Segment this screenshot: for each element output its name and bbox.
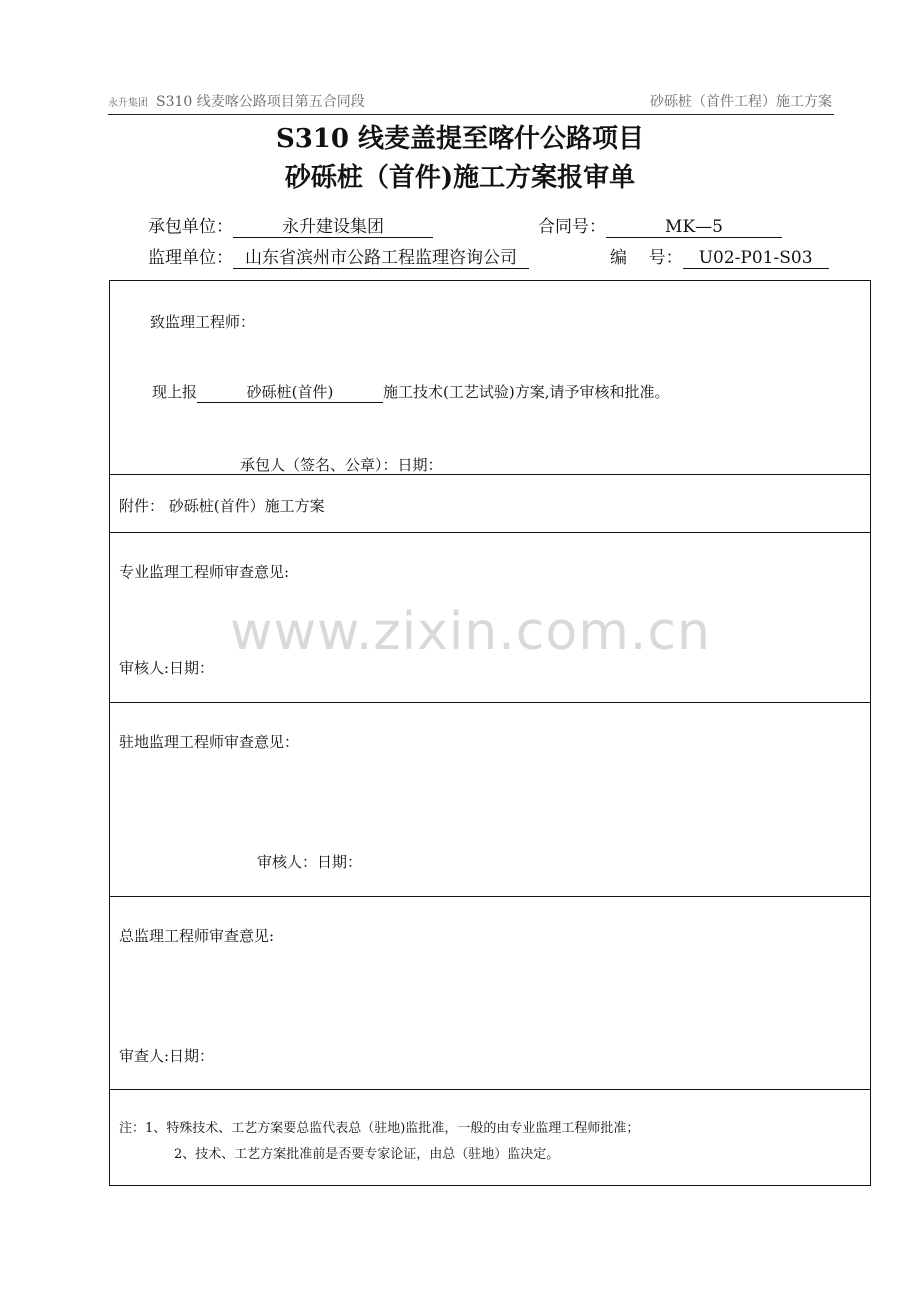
- notes-section: [110, 1089, 870, 1185]
- supervisor-label: 监理单位：: [148, 248, 233, 268]
- contractor-row: [148, 212, 433, 238]
- serial-row: [610, 243, 829, 269]
- page-header: [108, 92, 834, 115]
- resident-opinion: 驻地监理工程师审查意见：: [119, 733, 300, 751]
- header-left: [108, 91, 365, 111]
- chief-opinion: 总监理工程师审查意见:: [119, 927, 275, 945]
- report-prefix: 现上报: [152, 383, 198, 401]
- doc-title-line1: S310 线麦盖提至喀什公路项目: [275, 124, 645, 154]
- serial-value: U02-P01-S03: [683, 248, 829, 269]
- note-1: 注：1、特殊技术、工艺方案要总监代表总（驻地)监批准，一般的由专业监理工程师批准；: [119, 1121, 640, 1136]
- contractor-value: 永升建设集团: [233, 217, 433, 238]
- resident-sign: 审核人：日期：: [257, 853, 363, 871]
- note-2: 2、技术、工艺方案批准前是否要专家论证，由总（驻地）监决定。: [174, 1147, 560, 1162]
- contract-no-value: MK—5: [606, 217, 782, 238]
- watermark: www.zixin.com.cn: [230, 602, 711, 662]
- doc-title-line2: 砂砾桩（首件)施工方案报审单: [284, 163, 636, 193]
- prof-opinion: 专业监理工程师审查意见:: [119, 563, 290, 581]
- serial-label: 编 号：: [610, 248, 683, 268]
- resident-section: [110, 702, 870, 896]
- header-right: 砂砾桩（首件工程）施工方案: [650, 94, 832, 110]
- supervisor-row: [148, 243, 529, 269]
- header-company: 永升集团: [108, 98, 148, 109]
- contract-no-row: [538, 212, 782, 238]
- attachment: 附件： 砂砾桩(首件）施工方案: [119, 497, 325, 515]
- report-item: 砂砾桩(首件): [197, 382, 383, 403]
- approval-form: [109, 280, 871, 1186]
- prof-sign: 审核人:日期：: [119, 659, 215, 677]
- chief-sign: 审查人:日期：: [119, 1047, 215, 1065]
- supervisor-value: 山东省滨州市公路工程监理咨询公司: [233, 248, 529, 269]
- contractor-label: 承包单位：: [148, 217, 233, 237]
- report-suffix: 施工技术(工艺试验)方案,请予审核和批准。: [383, 383, 670, 401]
- to-engineer: 致监理工程师：: [150, 313, 256, 331]
- report-line: [152, 381, 670, 403]
- header-project: S310 线麦喀公路项目第五合同段: [156, 94, 365, 110]
- contract-no-label: 合同号：: [538, 217, 606, 237]
- attachment-section: [110, 474, 870, 532]
- contractor-sign: 承包人（签名、公章）：日期：: [240, 456, 443, 474]
- chief-section: [110, 896, 870, 1089]
